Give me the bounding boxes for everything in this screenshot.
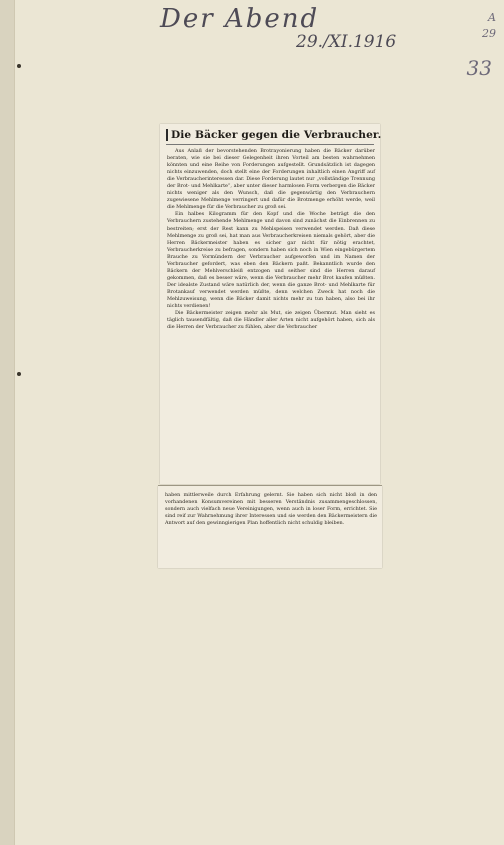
punch-hole-top [17, 64, 21, 68]
punch-hole-bottom [17, 372, 21, 376]
handwritten-date: 29./XI.1916 [296, 32, 397, 52]
article-paragraph: Die Bäckermeister zeigen mehr als Mut, sie zeigen Übermut. Man sieht es täglich tausendfältig, daß die Händler aller Arten nicht aufgehört haben, sich als die Herren der Verbraucher zu fühlen, aber die Verbraucher [167, 310, 375, 331]
newspaper-clipping-main [160, 124, 380, 484]
article-continuation [165, 492, 377, 527]
article-body [167, 148, 375, 331]
article-paragraph: haben mittlerweile durch Erfahrung gelernt. Sie haben sich nicht bloß in den vorhandenen Konsumvereinen mit besseren Verständnis zusammengeschlossen, sondern auch vielfach neue Vereinigungen, wenn auch in loser Form, errichtet. Sie sind reif zur Wahrnehmung ihrer Interessen und sie werden den Bäckermeistern die Antwort auf den gewinngierigen Plan hoffentlich nicht schuldig bleiben. [165, 492, 377, 527]
article-paragraph: Aus Anlaß der bevorstehenden Brotrayonierung haben die Bäcker darüber beraten, wie sie bei dieser Gelegenheit ihren Vorteil am besten wahrnehmen könnten und eine Reihe von Forderungen aufgestellt. Grundsätzlich ist dagegen nichts einzuwenden, doch stellt eine der Forderungen inhaltlich einen Angriff auf die Verbraucherinteressen dar. Diese Forderung lautet nur „vollständige Trennung der Brot- und Mehlkarte“, aber unter dieser harmlosen Form verbergen die Bäcker nichts weniger als den Wunsch, daß die gegenwärtig den Verbrauchern zugewiesene Mehlmenge verringert und dafür die Brotmenge erhöht werde, weil die Mehlmenge für die Verbraucher zu groß sei. [167, 148, 375, 211]
article-headline: Die Bäcker gegen die Verbraucher. [166, 129, 376, 141]
handwritten-archive-mark: A 29 [482, 11, 496, 40]
headline-rule [166, 144, 374, 145]
newspaper-clipping-continuation [158, 486, 382, 568]
binding-strip [0, 0, 15, 845]
handwritten-newspaper-name: Der Abend [160, 4, 320, 34]
article-paragraph: Ein halbes Kilogramm für den Kopf und die Woche beträgt die den Verbrauchern zustehende Mehlmenge und davon sind zunächst die Einbrennen zu bestreiten; erst der Rest kann zu Mehlspeisen verwendet werden. Daß diese Mehlmenge zu groß sei, hat man aus Verbraucherkreisen niemals gehört, aber die Herren Bäckermeister haben es sicher gar nicht für nötig erachtet, Verbraucherkreise zu befragen, sondern haben sich noch in Wien eingebürgertem Brauche zu Vormündern der Verbraucher aufgeworfen und im Namen der Verbraucher gefordert, was eben den Bäckern paßt. Bekanntlich wurde den Bäckern der Mehlverschleiß entzogen und seither sind die Herren darauf gekommen, daß es besser wäre, wenn die Verbraucher mehr Brot kaufen müßten. Der idealste Zustand wäre natürlich der, wenn die ganze Brot- und Mehlkarte für Brotankauf verwendet werden müßte, denn welchen Zweck hat noch die Mehlzuweisung, wenn die Bäcker damit nichts mehr zu tun haben, also bei ihr nichts verdienen! [167, 211, 375, 310]
handwritten-sheet-number: 33 [466, 56, 492, 80]
